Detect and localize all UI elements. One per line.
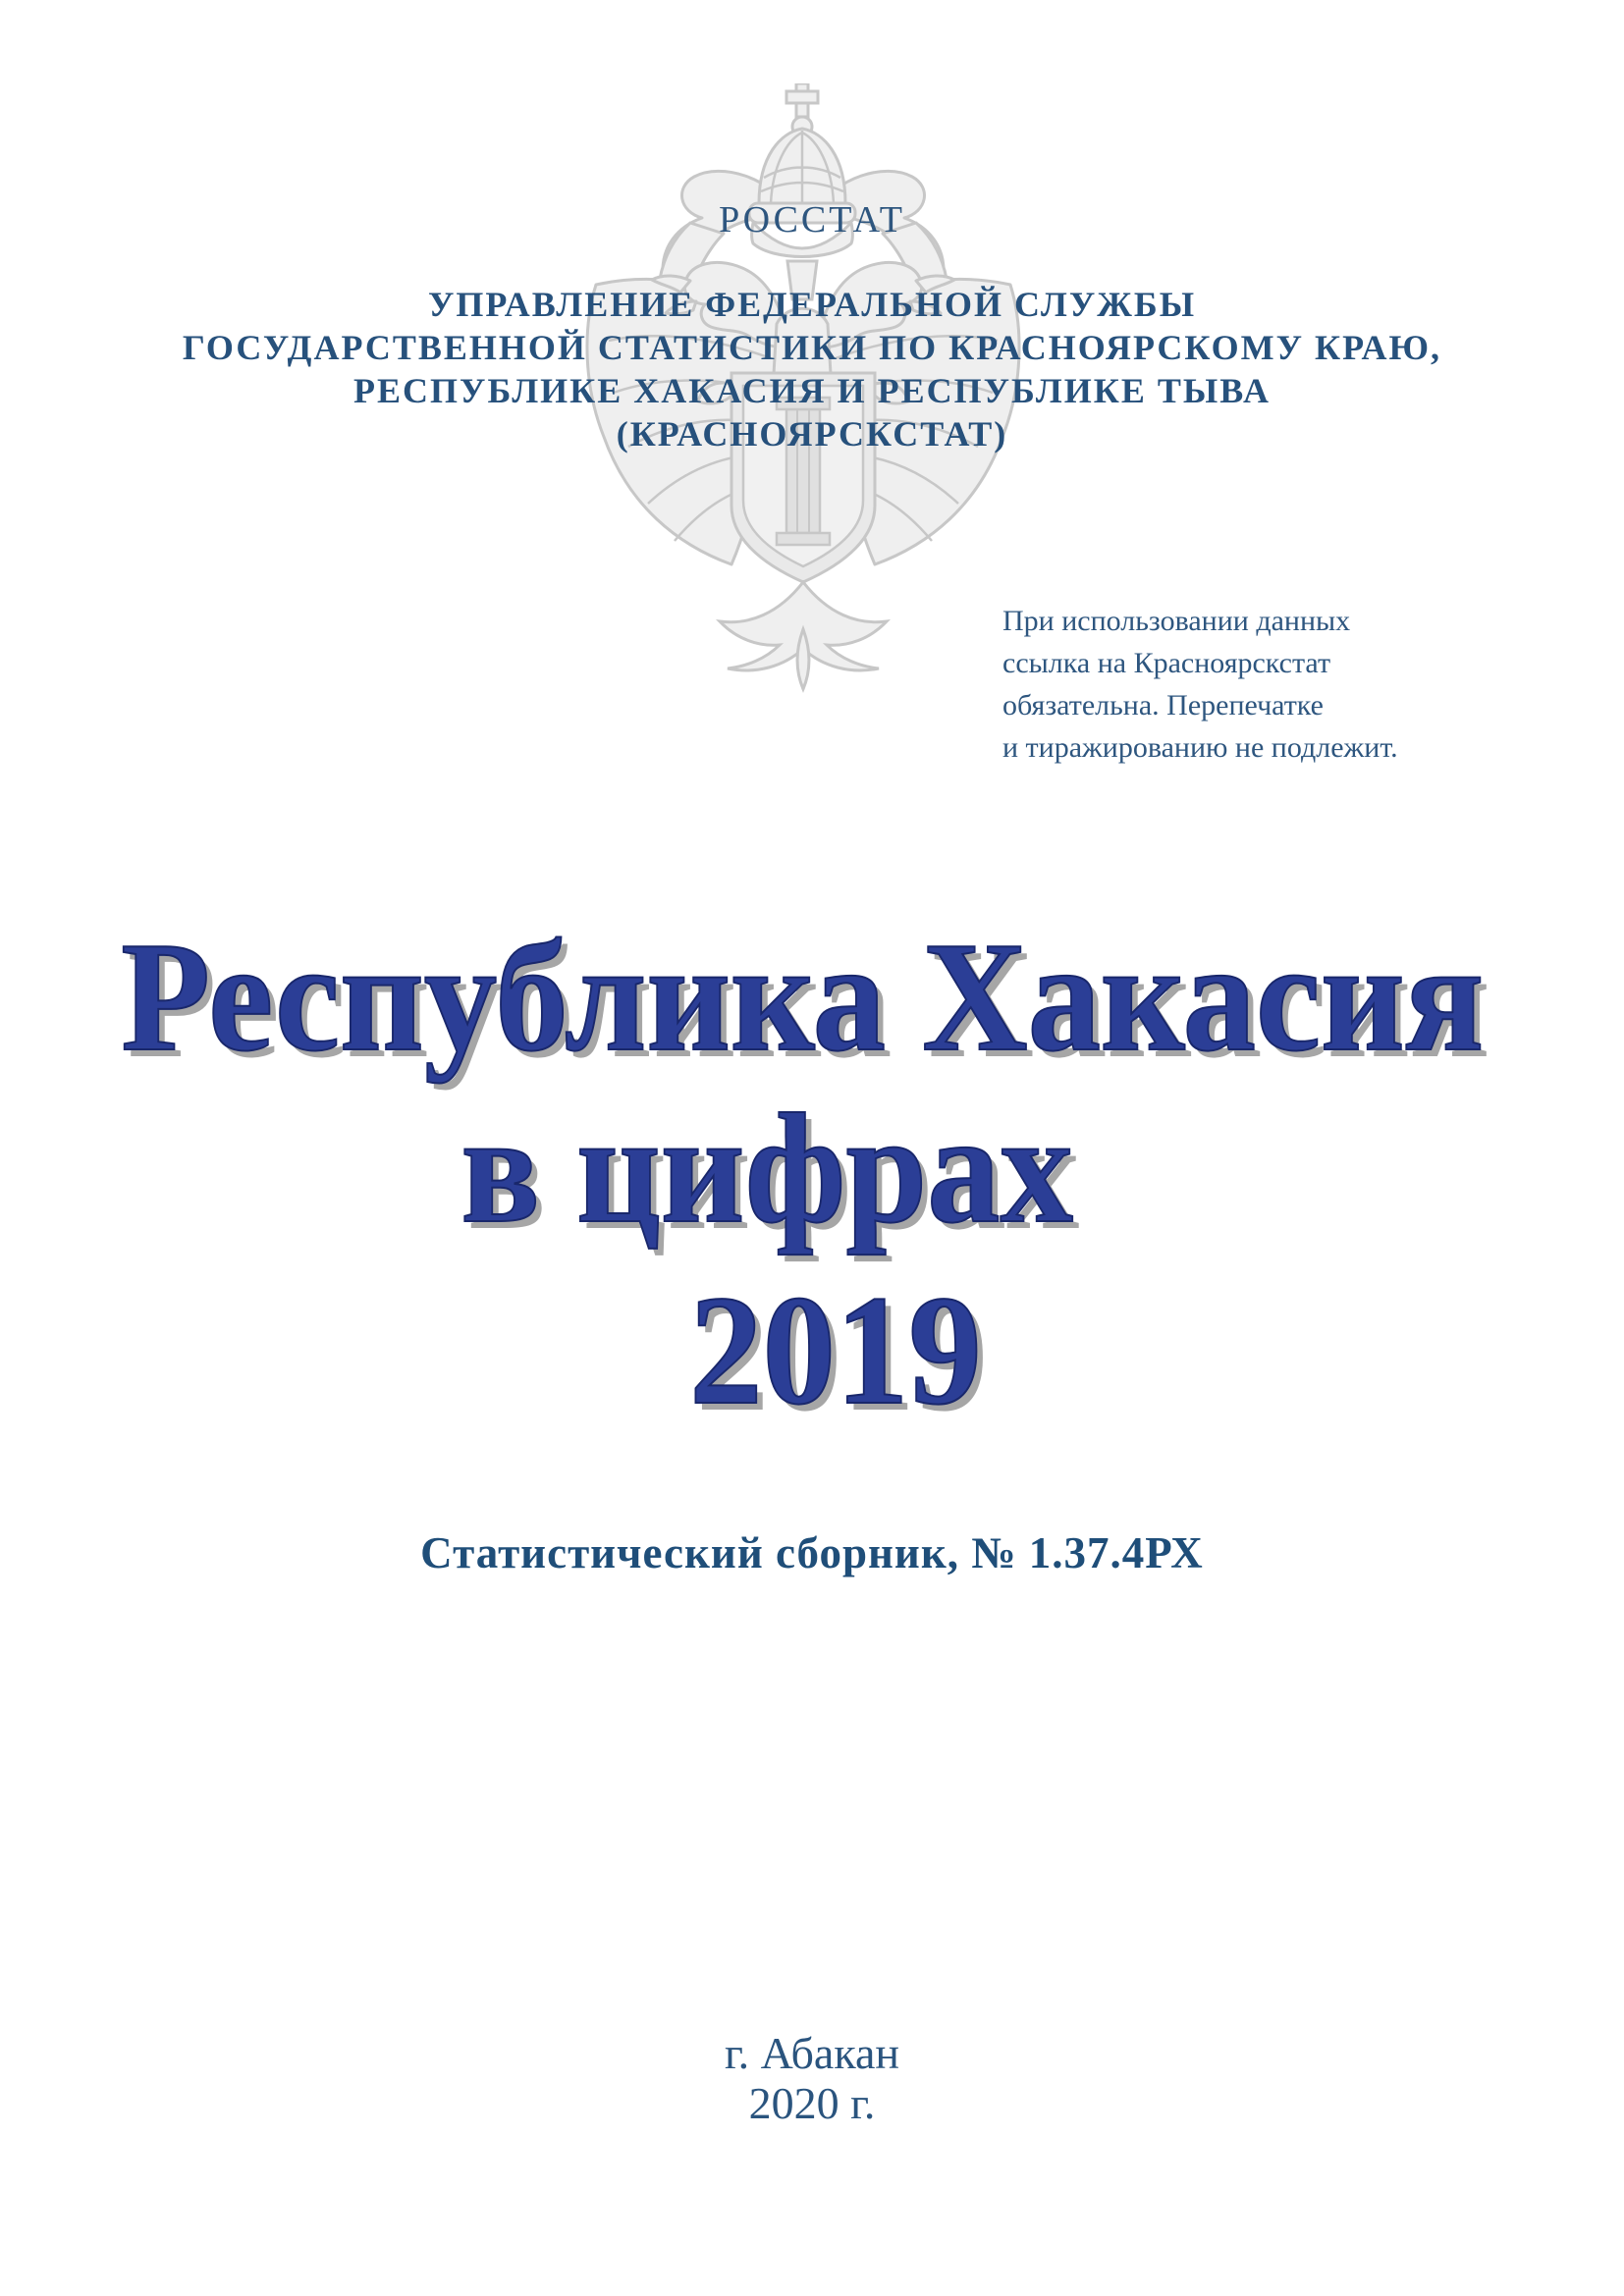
- main-title-year: [0, 1262, 1624, 1437]
- usage-note-line: и тиражированию не подлежит.: [1002, 731, 1398, 764]
- department-header: [0, 283, 1624, 455]
- main-title-text: в цифрах: [460, 1081, 1073, 1255]
- usage-note: [1002, 600, 1493, 769]
- imprint: [0, 2028, 1624, 2128]
- usage-note-line: обязательна. Перепечатке: [1002, 689, 1324, 721]
- main-title-line-1: [0, 909, 1624, 1084]
- subtitle-collection-number: Статистический сборник, № 1.37.4РХ: [420, 1528, 1204, 1577]
- department-line: ГОСУДАРСТВЕННОЙ СТАТИСТИКИ ПО КРАСНОЯРСКОМУ КРАЮ,: [182, 328, 1442, 367]
- imprint-year: 2020 г.: [748, 2078, 876, 2128]
- imprint-city: г. Абакан: [724, 2028, 900, 2078]
- main-title-line-2: [0, 1081, 1624, 1255]
- main-title-text: 2019: [689, 1262, 982, 1437]
- usage-note-line: ссылка на Красноярскстат: [1002, 647, 1331, 679]
- usage-note-line: При использовании данных: [1002, 605, 1351, 637]
- department-line: (КРАСНОЯРСКСТАТ): [616, 414, 1008, 454]
- agency-label: РОССТАТ: [719, 199, 905, 240]
- main-title-text: Республика Хакасия: [120, 909, 1485, 1084]
- department-line: УПРАВЛЕНИЕ ФЕДЕРАЛЬНОЙ СЛУЖБЫ: [427, 285, 1197, 324]
- department-line: РЕСПУБЛИКЕ ХАКАСИЯ И РЕСПУБЛИКЕ ТЫВА: [353, 371, 1271, 410]
